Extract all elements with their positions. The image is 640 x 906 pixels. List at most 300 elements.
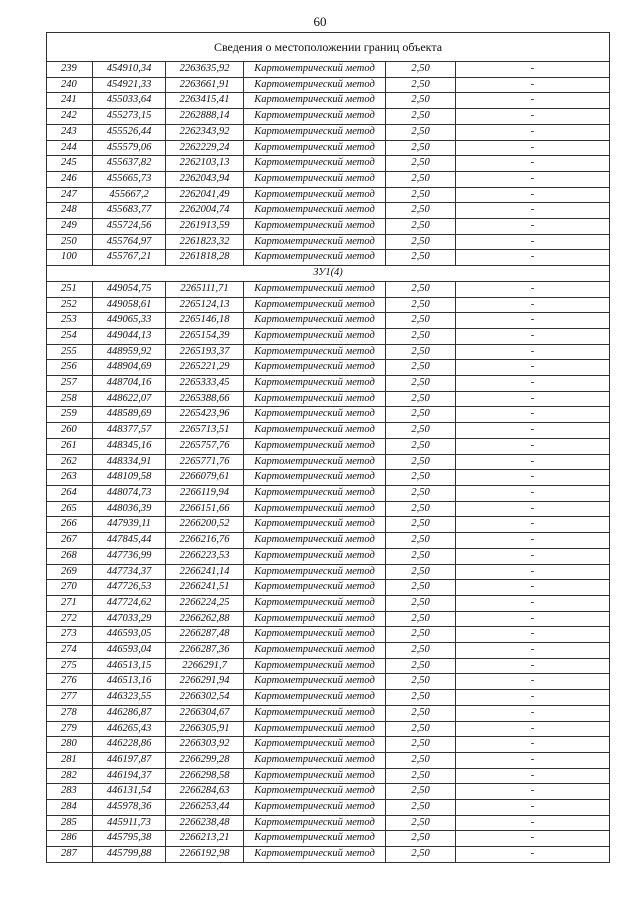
point-number-cell: 253 xyxy=(47,313,93,329)
accuracy-cell: 2,50 xyxy=(386,721,456,737)
point-number-cell: 250 xyxy=(47,234,93,250)
table-row xyxy=(47,580,610,596)
coord-x-cell: 447726,53 xyxy=(93,580,166,596)
point-number-cell: 285 xyxy=(47,815,93,831)
method-cell: Картометрический метод xyxy=(244,423,386,439)
note-cell: - xyxy=(456,800,610,816)
method-cell: Картометрический метод xyxy=(244,171,386,187)
point-number-cell: 254 xyxy=(47,328,93,344)
table-row xyxy=(47,658,610,674)
note-cell: - xyxy=(456,234,610,250)
coord-x-cell: 448334,91 xyxy=(93,454,166,470)
method-cell: Картометрический метод xyxy=(244,768,386,784)
note-cell: - xyxy=(456,815,610,831)
method-cell: Картометрический метод xyxy=(244,643,386,659)
method-cell: Картометрический метод xyxy=(244,187,386,203)
table-row xyxy=(47,156,610,172)
method-cell: Картометрический метод xyxy=(244,140,386,156)
accuracy-cell: 2,50 xyxy=(386,470,456,486)
method-cell: Картометрический метод xyxy=(244,501,386,517)
coord-y-cell: 2266192,98 xyxy=(166,847,244,863)
table-row xyxy=(47,124,610,140)
method-cell: Картометрический метод xyxy=(244,407,386,423)
coord-y-cell: 2266079,61 xyxy=(166,470,244,486)
method-cell: Картометрический метод xyxy=(244,360,386,376)
point-number-cell: 248 xyxy=(47,203,93,219)
method-cell: Картометрический метод xyxy=(244,313,386,329)
note-cell: - xyxy=(456,360,610,376)
coord-y-cell: 2266304,67 xyxy=(166,705,244,721)
point-number-cell: 278 xyxy=(47,705,93,721)
accuracy-cell: 2,50 xyxy=(386,517,456,533)
coord-y-cell: 2266241,14 xyxy=(166,564,244,580)
coord-x-cell: 448622,07 xyxy=(93,391,166,407)
coord-x-cell: 446323,55 xyxy=(93,690,166,706)
coord-x-cell: 446286,87 xyxy=(93,705,166,721)
coord-y-cell: 2266213,21 xyxy=(166,831,244,847)
table-row xyxy=(47,438,610,454)
coord-y-cell: 2266302,54 xyxy=(166,690,244,706)
note-cell: - xyxy=(456,690,610,706)
accuracy-cell: 2,50 xyxy=(386,234,456,250)
note-cell: - xyxy=(456,219,610,235)
table-row xyxy=(47,752,610,768)
table-row xyxy=(47,847,610,863)
coord-x-cell: 446197,87 xyxy=(93,752,166,768)
note-cell: - xyxy=(456,752,610,768)
note-cell: - xyxy=(456,140,610,156)
coord-y-cell: 2262343,92 xyxy=(166,124,244,140)
table-row xyxy=(47,344,610,360)
coord-y-cell: 2266119,94 xyxy=(166,485,244,501)
note-cell: - xyxy=(456,831,610,847)
note-cell: - xyxy=(456,784,610,800)
coord-y-cell: 2266151,66 xyxy=(166,501,244,517)
coord-x-cell: 455637,82 xyxy=(93,156,166,172)
point-number-cell: 256 xyxy=(47,360,93,376)
method-cell: Картометрический метод xyxy=(244,156,386,172)
accuracy-cell: 2,50 xyxy=(386,360,456,376)
section-label: ЗУ1(4) xyxy=(47,266,610,282)
note-cell: - xyxy=(456,564,610,580)
table-row xyxy=(47,595,610,611)
note-cell: - xyxy=(456,77,610,93)
accuracy-cell: 2,50 xyxy=(386,93,456,109)
table-title-row xyxy=(47,33,610,62)
note-cell: - xyxy=(456,580,610,596)
coord-y-cell: 2265388,66 xyxy=(166,391,244,407)
coord-y-cell: 2266287,48 xyxy=(166,627,244,643)
note-cell: - xyxy=(456,391,610,407)
method-cell: Картометрический метод xyxy=(244,674,386,690)
coord-x-cell: 446131,54 xyxy=(93,784,166,800)
table-row xyxy=(47,93,610,109)
coord-y-cell: 2266262,88 xyxy=(166,611,244,627)
note-cell: - xyxy=(456,548,610,564)
point-number-cell: 252 xyxy=(47,297,93,313)
method-cell: Картометрический метод xyxy=(244,611,386,627)
point-number-cell: 257 xyxy=(47,376,93,392)
note-cell: - xyxy=(456,454,610,470)
accuracy-cell: 2,50 xyxy=(386,768,456,784)
accuracy-cell: 2,50 xyxy=(386,140,456,156)
coord-y-cell: 2263415,41 xyxy=(166,93,244,109)
coord-x-cell: 447033,29 xyxy=(93,611,166,627)
point-number-cell: 240 xyxy=(47,77,93,93)
note-cell: - xyxy=(456,438,610,454)
method-cell: Картометрический метод xyxy=(244,815,386,831)
method-cell: Картометрический метод xyxy=(244,234,386,250)
table-row xyxy=(47,140,610,156)
table-row xyxy=(47,423,610,439)
coord-x-cell: 454910,34 xyxy=(93,62,166,78)
table-row xyxy=(47,391,610,407)
coord-y-cell: 2266216,76 xyxy=(166,533,244,549)
coord-y-cell: 2265771,76 xyxy=(166,454,244,470)
point-number-cell: 259 xyxy=(47,407,93,423)
table-row xyxy=(47,721,610,737)
coord-y-cell: 2265423,96 xyxy=(166,407,244,423)
note-cell: - xyxy=(456,501,610,517)
coord-x-cell: 455724,56 xyxy=(93,219,166,235)
coord-x-cell: 447939,11 xyxy=(93,517,166,533)
note-cell: - xyxy=(456,62,610,78)
method-cell: Картометрический метод xyxy=(244,721,386,737)
accuracy-cell: 2,50 xyxy=(386,831,456,847)
note-cell: - xyxy=(456,281,610,297)
table-row xyxy=(47,800,610,816)
note-cell: - xyxy=(456,705,610,721)
method-cell: Картометрический метод xyxy=(244,297,386,313)
coord-y-cell: 2261818,28 xyxy=(166,250,244,266)
table-row xyxy=(47,234,610,250)
coord-y-cell: 2266305,91 xyxy=(166,721,244,737)
coord-y-cell: 2266287,36 xyxy=(166,643,244,659)
table-row xyxy=(47,328,610,344)
table-row xyxy=(47,705,610,721)
coord-x-cell: 446228,86 xyxy=(93,737,166,753)
coord-y-cell: 2265193,37 xyxy=(166,344,244,360)
coord-y-cell: 2265124,13 xyxy=(166,297,244,313)
point-number-cell: 268 xyxy=(47,548,93,564)
table-row xyxy=(47,768,610,784)
accuracy-cell: 2,50 xyxy=(386,171,456,187)
note-cell: - xyxy=(456,533,610,549)
coord-y-cell: 2266291,94 xyxy=(166,674,244,690)
coord-y-cell: 2266238,48 xyxy=(166,815,244,831)
coord-x-cell: 448345,16 xyxy=(93,438,166,454)
coord-y-cell: 2266299,28 xyxy=(166,752,244,768)
point-number-cell: 243 xyxy=(47,124,93,140)
point-number-cell: 265 xyxy=(47,501,93,517)
coord-x-cell: 455667,2 xyxy=(93,187,166,203)
coord-x-cell: 445799,88 xyxy=(93,847,166,863)
table-row xyxy=(47,831,610,847)
method-cell: Картометрический метод xyxy=(244,533,386,549)
point-number-cell: 261 xyxy=(47,438,93,454)
point-number-cell: 249 xyxy=(47,219,93,235)
method-cell: Картометрический метод xyxy=(244,109,386,125)
accuracy-cell: 2,50 xyxy=(386,485,456,501)
table-row xyxy=(47,187,610,203)
coord-x-cell: 445911,73 xyxy=(93,815,166,831)
method-cell: Картометрический метод xyxy=(244,328,386,344)
coord-y-cell: 2265146,18 xyxy=(166,313,244,329)
accuracy-cell: 2,50 xyxy=(386,454,456,470)
accuracy-cell: 2,50 xyxy=(386,643,456,659)
table-row xyxy=(47,109,610,125)
point-number-cell: 271 xyxy=(47,595,93,611)
table-row xyxy=(47,784,610,800)
accuracy-cell: 2,50 xyxy=(386,737,456,753)
boundary-table xyxy=(46,32,610,863)
coord-x-cell: 455665,73 xyxy=(93,171,166,187)
accuracy-cell: 2,50 xyxy=(386,281,456,297)
coord-x-cell: 447736,99 xyxy=(93,548,166,564)
accuracy-cell: 2,50 xyxy=(386,250,456,266)
page-number: 60 xyxy=(313,14,327,29)
accuracy-cell: 2,50 xyxy=(386,344,456,360)
method-cell: Картометрический метод xyxy=(244,752,386,768)
method-cell: Картометрический метод xyxy=(244,77,386,93)
coord-y-cell: 2265713,51 xyxy=(166,423,244,439)
coord-y-cell: 2262888,14 xyxy=(166,109,244,125)
point-number-cell: 246 xyxy=(47,171,93,187)
accuracy-cell: 2,50 xyxy=(386,62,456,78)
point-number-cell: 262 xyxy=(47,454,93,470)
coord-y-cell: 2266253,44 xyxy=(166,800,244,816)
coord-x-cell: 449065,33 xyxy=(93,313,166,329)
accuracy-cell: 2,50 xyxy=(386,156,456,172)
note-cell: - xyxy=(456,768,610,784)
accuracy-cell: 2,50 xyxy=(386,752,456,768)
method-cell: Картометрический метод xyxy=(244,831,386,847)
coord-x-cell: 445978,36 xyxy=(93,800,166,816)
accuracy-cell: 2,50 xyxy=(386,690,456,706)
table-row xyxy=(47,407,610,423)
coord-x-cell: 446513,16 xyxy=(93,674,166,690)
coord-y-cell: 2265757,76 xyxy=(166,438,244,454)
table-row xyxy=(47,690,610,706)
coord-x-cell: 454921,33 xyxy=(93,77,166,93)
coord-x-cell: 448377,57 xyxy=(93,423,166,439)
coord-x-cell: 448036,39 xyxy=(93,501,166,517)
accuracy-cell: 2,50 xyxy=(386,187,456,203)
coord-x-cell: 446265,43 xyxy=(93,721,166,737)
note-cell: - xyxy=(456,611,610,627)
accuracy-cell: 2,50 xyxy=(386,595,456,611)
point-number-cell: 244 xyxy=(47,140,93,156)
point-number-cell: 242 xyxy=(47,109,93,125)
method-cell: Картометрический метод xyxy=(244,62,386,78)
coord-y-cell: 2266223,53 xyxy=(166,548,244,564)
table-row xyxy=(47,815,610,831)
method-cell: Картометрический метод xyxy=(244,344,386,360)
point-number-cell: 267 xyxy=(47,533,93,549)
method-cell: Картометрический метод xyxy=(244,737,386,753)
accuracy-cell: 2,50 xyxy=(386,297,456,313)
note-cell: - xyxy=(456,643,610,659)
table-row xyxy=(47,62,610,78)
accuracy-cell: 2,50 xyxy=(386,77,456,93)
accuracy-cell: 2,50 xyxy=(386,847,456,863)
coord-y-cell: 2265221,29 xyxy=(166,360,244,376)
table-row xyxy=(47,219,610,235)
note-cell: - xyxy=(456,124,610,140)
note-cell: - xyxy=(456,250,610,266)
coord-y-cell: 2266298,58 xyxy=(166,768,244,784)
table-row xyxy=(47,313,610,329)
note-cell: - xyxy=(456,376,610,392)
method-cell: Картометрический метод xyxy=(244,627,386,643)
coord-y-cell: 2262004,74 xyxy=(166,203,244,219)
coord-y-cell: 2261913,59 xyxy=(166,219,244,235)
coord-y-cell: 2266284,63 xyxy=(166,784,244,800)
table-row xyxy=(47,297,610,313)
accuracy-cell: 2,50 xyxy=(386,548,456,564)
method-cell: Картометрический метод xyxy=(244,203,386,219)
point-number-cell: 245 xyxy=(47,156,93,172)
coord-x-cell: 448904,69 xyxy=(93,360,166,376)
accuracy-cell: 2,50 xyxy=(386,328,456,344)
note-cell: - xyxy=(456,847,610,863)
coord-x-cell: 448704,16 xyxy=(93,376,166,392)
coord-x-cell: 455033,64 xyxy=(93,93,166,109)
point-number-cell: 280 xyxy=(47,737,93,753)
point-number-cell: 269 xyxy=(47,564,93,580)
method-cell: Картометрический метод xyxy=(244,705,386,721)
note-cell: - xyxy=(456,344,610,360)
coord-x-cell: 455767,21 xyxy=(93,250,166,266)
method-cell: Картометрический метод xyxy=(244,250,386,266)
accuracy-cell: 2,50 xyxy=(386,580,456,596)
method-cell: Картометрический метод xyxy=(244,800,386,816)
note-cell: - xyxy=(456,156,610,172)
method-cell: Картометрический метод xyxy=(244,658,386,674)
accuracy-cell: 2,50 xyxy=(386,800,456,816)
table-row xyxy=(47,627,610,643)
coord-x-cell: 455579,06 xyxy=(93,140,166,156)
accuracy-cell: 2,50 xyxy=(386,376,456,392)
coord-x-cell: 446513,15 xyxy=(93,658,166,674)
coord-y-cell: 2261823,32 xyxy=(166,234,244,250)
note-cell: - xyxy=(456,721,610,737)
accuracy-cell: 2,50 xyxy=(386,627,456,643)
point-number-cell: 100 xyxy=(47,250,93,266)
point-number-cell: 264 xyxy=(47,485,93,501)
table-row xyxy=(47,171,610,187)
method-cell: Картометрический метод xyxy=(244,690,386,706)
point-number-cell: 270 xyxy=(47,580,93,596)
accuracy-cell: 2,50 xyxy=(386,407,456,423)
point-number-cell: 266 xyxy=(47,517,93,533)
coord-x-cell: 445795,38 xyxy=(93,831,166,847)
coord-y-cell: 2265154,39 xyxy=(166,328,244,344)
table-row xyxy=(47,77,610,93)
note-cell: - xyxy=(456,595,610,611)
accuracy-cell: 2,50 xyxy=(386,784,456,800)
coord-x-cell: 455683,77 xyxy=(93,203,166,219)
coord-x-cell: 448109,58 xyxy=(93,470,166,486)
coord-x-cell: 448589,69 xyxy=(93,407,166,423)
accuracy-cell: 2,50 xyxy=(386,124,456,140)
accuracy-cell: 2,50 xyxy=(386,501,456,517)
method-cell: Картометрический метод xyxy=(244,595,386,611)
method-cell: Картометрический метод xyxy=(244,564,386,580)
point-number-cell: 279 xyxy=(47,721,93,737)
note-cell: - xyxy=(456,658,610,674)
coord-y-cell: 2262043,94 xyxy=(166,171,244,187)
coord-x-cell: 455526,44 xyxy=(93,124,166,140)
accuracy-cell: 2,50 xyxy=(386,313,456,329)
point-number-cell: 263 xyxy=(47,470,93,486)
accuracy-cell: 2,50 xyxy=(386,391,456,407)
table-row xyxy=(47,517,610,533)
note-cell: - xyxy=(456,203,610,219)
accuracy-cell: 2,50 xyxy=(386,815,456,831)
method-cell: Картометрический метод xyxy=(244,470,386,486)
table-row xyxy=(47,376,610,392)
table-row xyxy=(47,281,610,297)
table-row xyxy=(47,360,610,376)
accuracy-cell: 2,50 xyxy=(386,203,456,219)
table-row xyxy=(47,564,610,580)
point-number-cell: 272 xyxy=(47,611,93,627)
coord-x-cell: 448959,92 xyxy=(93,344,166,360)
table-row xyxy=(47,611,610,627)
coord-x-cell: 447724,62 xyxy=(93,595,166,611)
note-cell: - xyxy=(456,313,610,329)
point-number-cell: 277 xyxy=(47,690,93,706)
coord-x-cell: 446194,37 xyxy=(93,768,166,784)
method-cell: Картометрический метод xyxy=(244,847,386,863)
note-cell: - xyxy=(456,187,610,203)
note-cell: - xyxy=(456,470,610,486)
point-number-cell: 241 xyxy=(47,93,93,109)
coord-x-cell: 446593,05 xyxy=(93,627,166,643)
coord-y-cell: 2265333,45 xyxy=(166,376,244,392)
point-number-cell: 273 xyxy=(47,627,93,643)
method-cell: Картометрический метод xyxy=(244,517,386,533)
note-cell: - xyxy=(456,328,610,344)
note-cell: - xyxy=(456,423,610,439)
accuracy-cell: 2,50 xyxy=(386,564,456,580)
table-row xyxy=(47,643,610,659)
accuracy-cell: 2,50 xyxy=(386,658,456,674)
point-number-cell: 258 xyxy=(47,391,93,407)
coord-y-cell: 2262103,13 xyxy=(166,156,244,172)
note-cell: - xyxy=(456,297,610,313)
coord-x-cell: 449044,13 xyxy=(93,328,166,344)
point-number-cell: 260 xyxy=(47,423,93,439)
table-row xyxy=(47,470,610,486)
point-number-cell: 276 xyxy=(47,674,93,690)
point-number-cell: 284 xyxy=(47,800,93,816)
note-cell: - xyxy=(456,627,610,643)
method-cell: Картометрический метод xyxy=(244,454,386,470)
point-number-cell: 255 xyxy=(47,344,93,360)
point-number-cell: 286 xyxy=(47,831,93,847)
point-number-cell: 247 xyxy=(47,187,93,203)
coord-x-cell: 449058,61 xyxy=(93,297,166,313)
point-number-cell: 274 xyxy=(47,643,93,659)
note-cell: - xyxy=(456,171,610,187)
coord-y-cell: 2262041,49 xyxy=(166,187,244,203)
coord-y-cell: 2266200,52 xyxy=(166,517,244,533)
table-row xyxy=(47,250,610,266)
accuracy-cell: 2,50 xyxy=(386,219,456,235)
table-row xyxy=(47,203,610,219)
